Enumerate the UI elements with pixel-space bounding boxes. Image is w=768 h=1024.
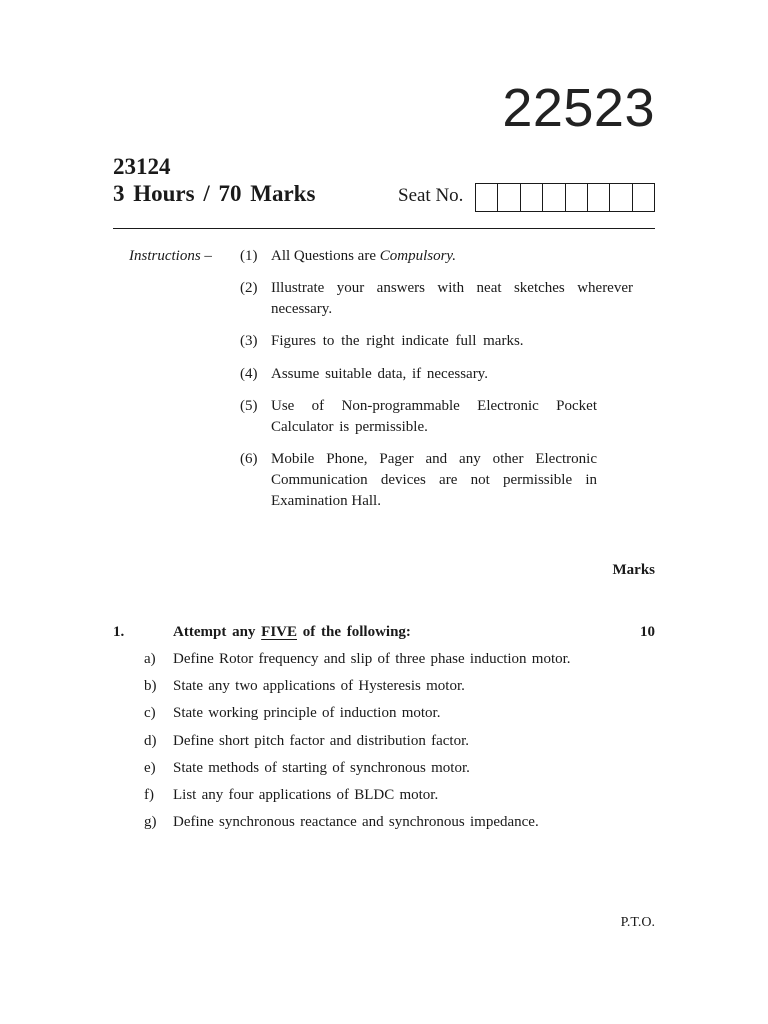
subquestion-text: Define short pitch factor and distribution factor. (173, 733, 469, 749)
instruction-text: Assume suitable data, if necessary. (271, 366, 488, 382)
seat-box (566, 184, 588, 211)
instruction-number: (2) (240, 280, 258, 296)
instruction-number: (3) (240, 333, 258, 349)
subquestion-text: State working principle of induction motor. (173, 705, 441, 721)
instruction-emphasis: Compulsory. (379, 248, 456, 264)
seat-number-label: Seat No. (398, 185, 464, 206)
seat-box (588, 184, 610, 211)
subquestion-text: List any four applications of BLDC motor. (173, 787, 439, 803)
instruction-number: (4) (240, 366, 258, 382)
seat-box (498, 184, 520, 211)
seat-box (521, 184, 543, 211)
question-marks: 10 (640, 624, 655, 640)
subquestion-text: State any two applications of Hysteresis motor. (173, 678, 465, 694)
seat-box (633, 184, 654, 211)
seat-box (476, 184, 498, 211)
header-divider (113, 228, 655, 229)
question-title (173, 622, 411, 642)
instructions-heading: Instructions – (129, 248, 212, 264)
instruction-number: (5) (240, 398, 258, 414)
instruction-text-line: Mobile Phone, Pager and any other Electronic (271, 451, 597, 467)
question-title-part: of the following: (297, 624, 411, 640)
instruction-text-line: Calculator is permissible. (271, 419, 428, 435)
subquestion-text: Define Rotor frequency and slip of three phase induction motor. (173, 651, 571, 667)
subquestion-text: State methods of starting of synchronous motor. (173, 760, 470, 776)
subquestion-label: a) (144, 651, 156, 667)
seat-box (610, 184, 632, 211)
question-title-part: Attempt any (173, 624, 262, 640)
question-title-emphasis: FIVE (261, 624, 297, 640)
instruction-text-line: Communication devices are not permissible in (271, 472, 597, 488)
instruction-number: (6) (240, 451, 258, 467)
instruction-text-line: Examination Hall. (271, 493, 381, 509)
subquestion-label: e) (144, 760, 156, 776)
paper-code: 22523 (502, 78, 655, 138)
subquestion-label: c) (144, 705, 156, 721)
question-number: 1. (113, 624, 125, 640)
exam-code: 23124 (113, 154, 171, 179)
seat-number-boxes (475, 183, 655, 212)
marks-column-heading: Marks (612, 562, 655, 578)
page-turn-over: P.T.O. (620, 915, 655, 930)
subquestion-label: d) (144, 733, 157, 749)
seat-box (543, 184, 565, 211)
subquestion-label: b) (144, 678, 157, 694)
duration-marks: 3 Hours / 70 Marks (113, 181, 316, 206)
instruction-text-line: necessary. (271, 301, 333, 317)
subquestion-label: f) (144, 787, 154, 803)
instruction-text-part: All Questions are (271, 248, 380, 264)
subquestion-label: g) (144, 814, 157, 830)
subquestion-text: Define synchronous reactance and synchronous impedance. (173, 814, 539, 830)
instruction-text (271, 246, 671, 267)
instruction-text-line: Illustrate your answers with neat sketches wherever (271, 280, 633, 296)
instruction-text: Figures to the right indicate full marks. (271, 333, 524, 349)
instruction-number: (1) (240, 248, 258, 264)
instruction-text-line: Use of Non-programmable Electronic Pocket (271, 398, 597, 414)
